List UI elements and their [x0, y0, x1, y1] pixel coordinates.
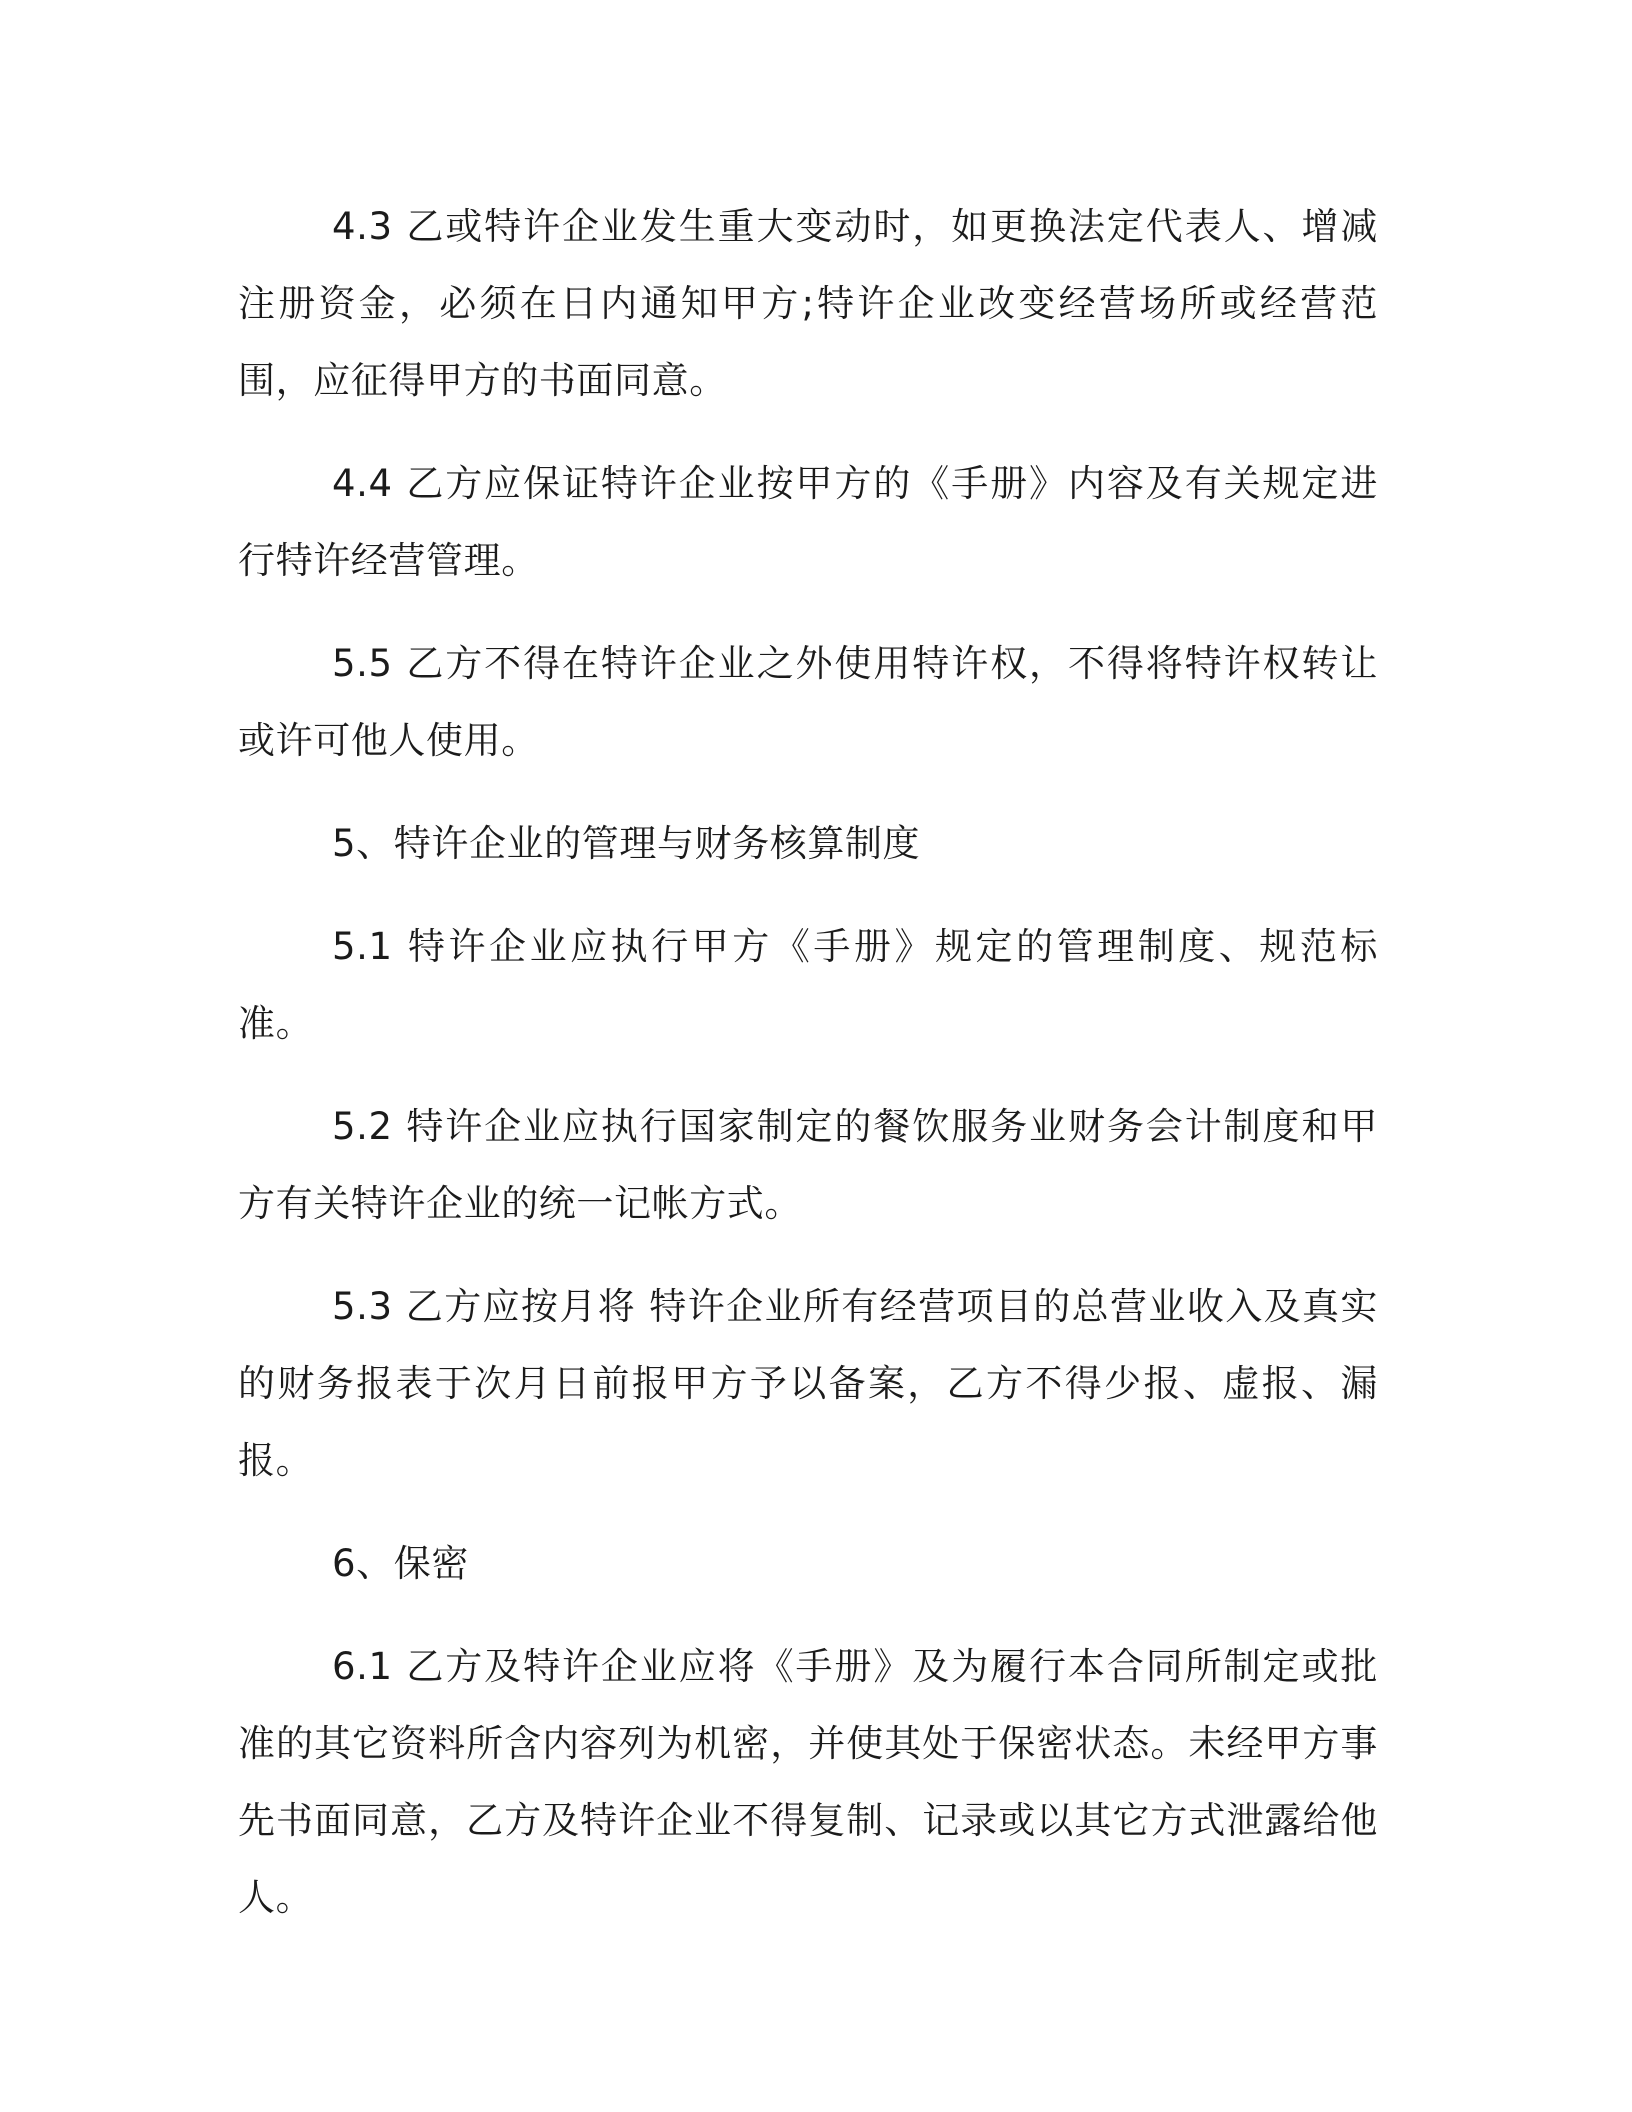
clause-5-5: 5.5 乙方不得在特许企业之外使用特许权，不得将特许权转让或许可他人使用。 — [238, 642, 1378, 762]
section-heading-6: 6、保密 — [332, 1542, 469, 1585]
clause-4-3: 4.3 乙或特许企业发生重大变动时，如更换法定代表人、增减注册资金，必须在日内通知甲方;特许企业改变经营场所或经营范围，应征得甲方的书面同意。 — [238, 205, 1378, 402]
clause-5-1: 5.1 特许企业应执行甲方《手册》规定的管理制度、规范标准。 — [238, 925, 1378, 1045]
clause-5-2: 5.2 特许企业应执行国家制定的餐饮服务业财务会计制度和甲方有关特许企业的统一记帐方式。 — [238, 1105, 1378, 1225]
clause-4-4: 4.4 乙方应保证特许企业按甲方的《手册》内容及有关规定进行特许经营管理。 — [238, 462, 1378, 582]
clause-6-1: 6.1 乙方及特许企业应将《手册》及为履行本合同所制定或批准的其它资料所含内容列为机密，并使其处于保密状态。未经甲方事先书面同意，乙方及特许企业不得复制、记录或以其它方式泄露给他人。 — [238, 1645, 1378, 1919]
section-heading-5: 5、特许企业的管理与财务核算制度 — [332, 822, 921, 865]
clause-5-3: 5.3 乙方应按月将 特许企业所有经营项目的总营业收入及真实的财务报表于次月日前报甲方予以备案，乙方不得少报、虚报、漏报。 — [238, 1285, 1378, 1482]
document-body — [238, 188, 1378, 1936]
